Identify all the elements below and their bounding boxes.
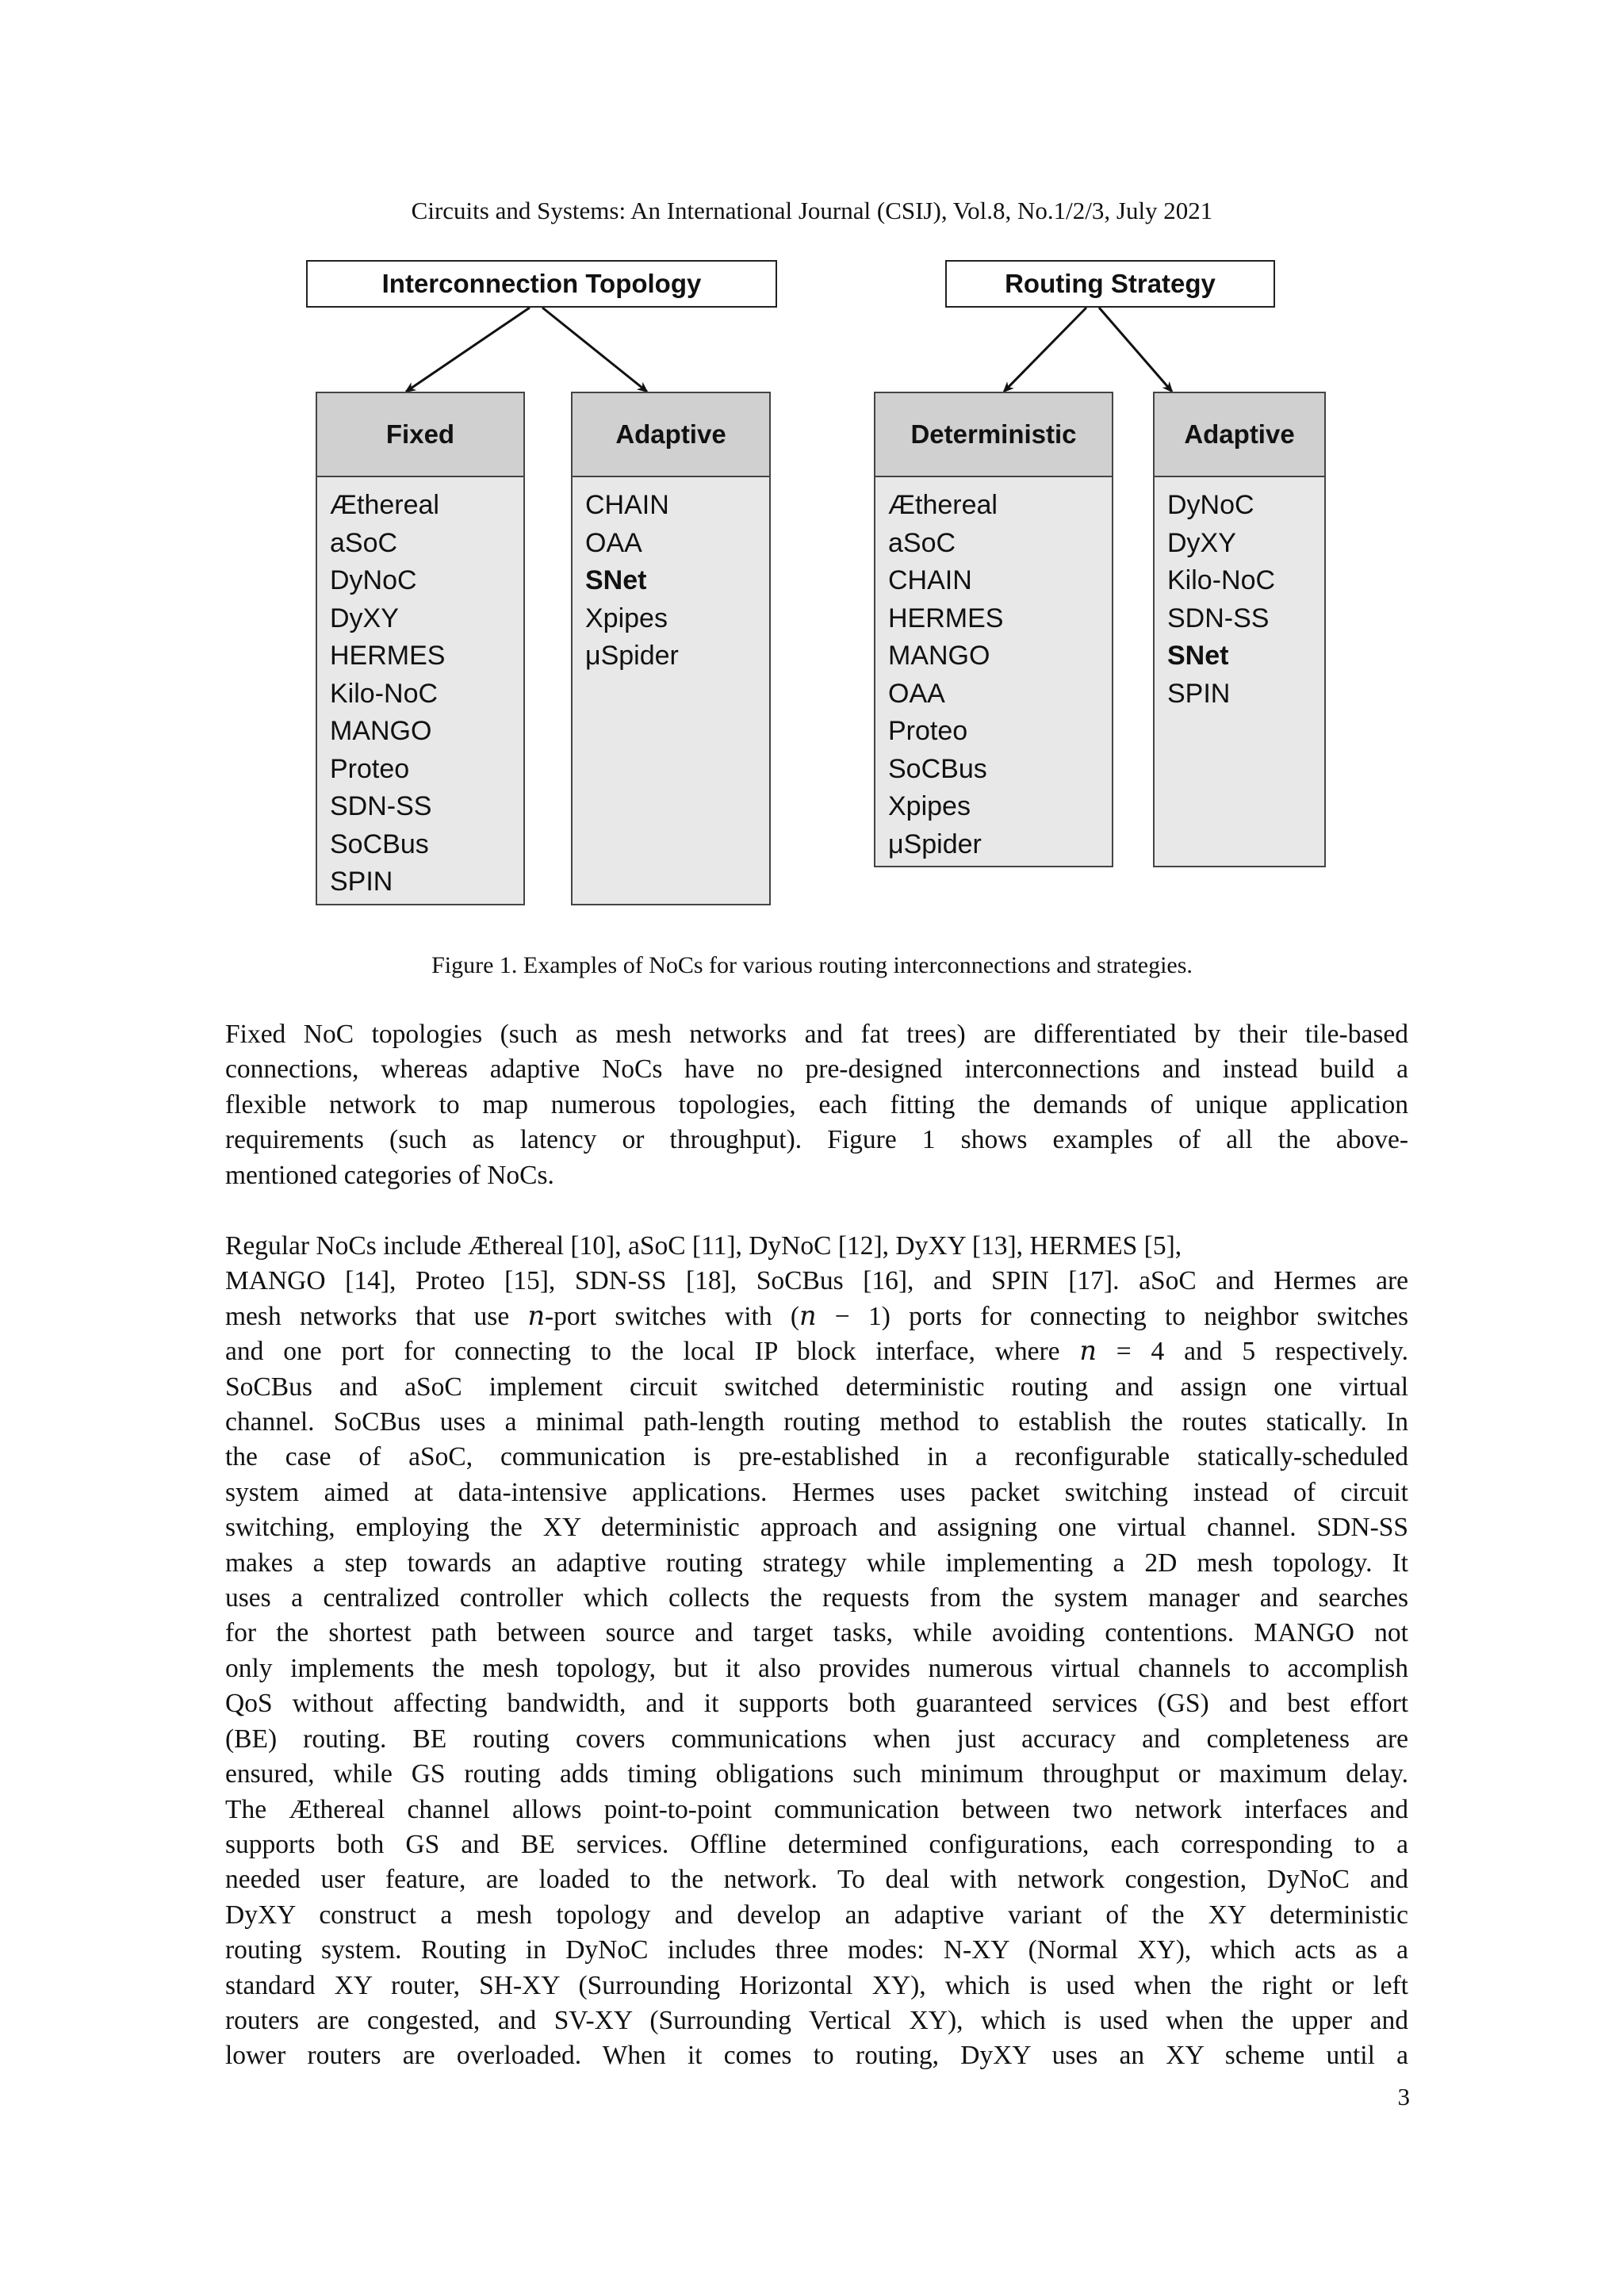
noc-item: Æthereal <box>330 490 439 520</box>
noc-item: SDN-SS <box>330 791 432 821</box>
interconnection-topology-title: Interconnection Topology <box>381 269 702 298</box>
noc-item: DyNoC <box>330 565 417 595</box>
routing-strategy-title: Routing Strategy <box>1005 269 1216 298</box>
noc-item: aSoC <box>888 527 956 558</box>
noc-item: MANGO <box>330 716 432 746</box>
paragraph-1 <box>225 1017 1408 1193</box>
text-line: routers are congested, and SV-XY (Surrounding Vertical XY), which is used when the upper and <box>225 2005 1408 2035</box>
text-line: requirements (such as latency or throughput). Figure 1 shows examples of all the above- <box>225 1125 1408 1155</box>
text-line: and one port for connecting to the local IP block interface, where 𝑛 = 4 and 5 respectively. <box>225 1337 1408 1367</box>
noc-item: HERMES <box>888 603 1004 633</box>
text-line: standard XY router, SH-XY (Surrounding Horizontal XY), which is used when the right or left <box>225 1970 1408 2000</box>
figure-1 <box>293 254 1340 904</box>
arrow-topology-adaptive <box>542 308 647 392</box>
noc-item: SPIN <box>1167 678 1231 709</box>
text-line: DyXY construct a mesh topology and develop an adaptive variant of the XY deterministic <box>225 1900 1408 1930</box>
interconnection-topology-box <box>306 260 777 308</box>
text-line: for the shortest path between source and target tasks, while avoiding contentions. MANGO not <box>225 1618 1408 1648</box>
noc-item: SNet <box>1167 641 1229 671</box>
topology-adaptive-heading-label: Adaptive <box>615 419 726 449</box>
fixed-header <box>316 392 525 477</box>
noc-item: Proteo <box>888 716 968 746</box>
strategy-adaptive-heading-label: Adaptive <box>1184 419 1295 449</box>
figure-caption: Figure 1. Examples of NoCs for various routing interconnections and strategies. <box>431 952 1193 978</box>
noc-item: Xpipes <box>888 791 971 821</box>
noc-item: SoCBus <box>330 828 429 859</box>
noc-item: DyNoC <box>1167 490 1254 520</box>
noc-item: DyXY <box>330 603 399 633</box>
text-line: makes a step towards an adaptive routing strategy while implementing a 2D mesh topology. It <box>225 1548 1408 1578</box>
noc-item: μSpider <box>585 641 679 671</box>
text-line: connections, whereas adaptive NoCs have no pre-designed interconnections and instead build a <box>225 1054 1408 1085</box>
noc-item: Æthereal <box>888 490 998 520</box>
noc-item: MANGO <box>888 641 990 671</box>
text-line: SoCBus and aSoC implement circuit switched deterministic routing and assign one virtual <box>225 1372 1408 1402</box>
arrow-strategy-deterministic <box>1004 308 1086 392</box>
deterministic-header <box>874 392 1113 477</box>
noc-item: Xpipes <box>585 603 668 633</box>
noc-item: aSoC <box>330 527 398 558</box>
noc-item: SDN-SS <box>1167 603 1270 633</box>
noc-item: Kilo-NoC <box>330 678 439 709</box>
arrow-topology-fixed <box>406 308 530 392</box>
noc-item: HERMES <box>330 641 446 671</box>
topology-adaptive-list <box>571 477 771 905</box>
topology-adaptive-header <box>571 392 771 477</box>
text-line: QoS without affecting bandwidth, and it supports both guaranteed services (GS) and best effort <box>225 1689 1408 1719</box>
text-line: channel. SoCBus uses a minimal path-length routing method to establish the routes statically. In <box>225 1407 1408 1437</box>
running-header: Circuits and Systems: An International Journal (CSIJ), Vol.8, No.1/2/3, July 2021 <box>411 197 1213 224</box>
text-line: switching, employing the XY deterministic approach and assigning one virtual channel. SDN-SS <box>225 1513 1408 1543</box>
text-line: uses a centralized controller which collects the requests from the system manager and searches <box>225 1583 1408 1613</box>
text-line: ensured, while GS routing adds timing obligations such minimum throughput or maximum delay. <box>225 1759 1408 1789</box>
text-line: needed user feature, are loaded to the network. To deal with network congestion, DyNoC and <box>225 1865 1408 1895</box>
text-line: Fixed NoC topologies (such as mesh networks and fat trees) are differentiated by their tile-based <box>225 1020 1408 1049</box>
text-line: system aimed at data-intensive applications. Hermes uses packet switching instead of circuit <box>225 1477 1408 1507</box>
noc-item: DyXY <box>1167 527 1236 558</box>
strategy-adaptive-list <box>1153 477 1326 867</box>
noc-item: CHAIN <box>585 490 669 520</box>
text-line: Regular NoCs include Æthereal [10], aSoC [11], DyNoC [12], DyXY [13], HERMES [5], <box>225 1231 1182 1261</box>
text-line: flexible network to map numerous topologies, each fitting the demands of unique application <box>225 1089 1408 1119</box>
noc-item: Proteo <box>330 753 410 784</box>
noc-item: SNet <box>585 565 647 595</box>
text-line: MANGO [14], Proteo [15], SDN-SS [18], SoCBus [16], and SPIN [17]. aSoC and Hermes are <box>225 1266 1408 1296</box>
routing-strategy-box <box>945 260 1275 308</box>
noc-item: SoCBus <box>888 753 987 784</box>
text-line: (BE) routing. BE routing covers communications when just accuracy and completeness are <box>225 1724 1408 1754</box>
text-line: mesh networks that use 𝑛-port switches with (𝑛 − 1) ports for connecting to neighbor switches <box>225 1301 1408 1331</box>
deterministic-list <box>874 477 1113 867</box>
text-line: routing system. Routing in DyNoC includes three modes: N-XY (Normal XY), which acts as a <box>225 1935 1408 1965</box>
fixed-heading-label: Fixed <box>385 419 455 449</box>
noc-item: Kilo-NoC <box>1167 565 1276 595</box>
deterministic-heading-label: Deterministic <box>910 419 1077 449</box>
noc-item: OAA <box>888 678 945 709</box>
text-line: the case of aSoC, communication is pre-established in a reconfigurable statically-scheduled <box>225 1442 1408 1472</box>
fixed-list <box>316 477 525 905</box>
text-line: lower routers are overloaded. When it comes to routing, DyXY uses an XY scheme until a <box>225 2041 1408 2071</box>
text-line: The Æthereal channel allows point-to-point communication between two network interfaces and <box>225 1794 1408 1824</box>
noc-item: OAA <box>585 527 642 558</box>
text-line: supports both GS and BE services. Offline determined configurations, each corresponding to a <box>225 1829 1408 1859</box>
noc-item: μSpider <box>888 828 982 859</box>
text-line: mentioned categories of NoCs. <box>225 1160 554 1190</box>
page-number: 3 <box>1397 2083 1410 2110</box>
arrow-strategy-adaptive <box>1099 308 1172 392</box>
text-line: only implements the mesh topology, but it also provides numerous virtual channels to accomplish <box>225 1653 1408 1683</box>
noc-item: CHAIN <box>888 565 972 595</box>
noc-item: SPIN <box>330 867 393 897</box>
strategy-adaptive-header <box>1153 392 1326 477</box>
paragraph-2 <box>225 1229 1408 2074</box>
